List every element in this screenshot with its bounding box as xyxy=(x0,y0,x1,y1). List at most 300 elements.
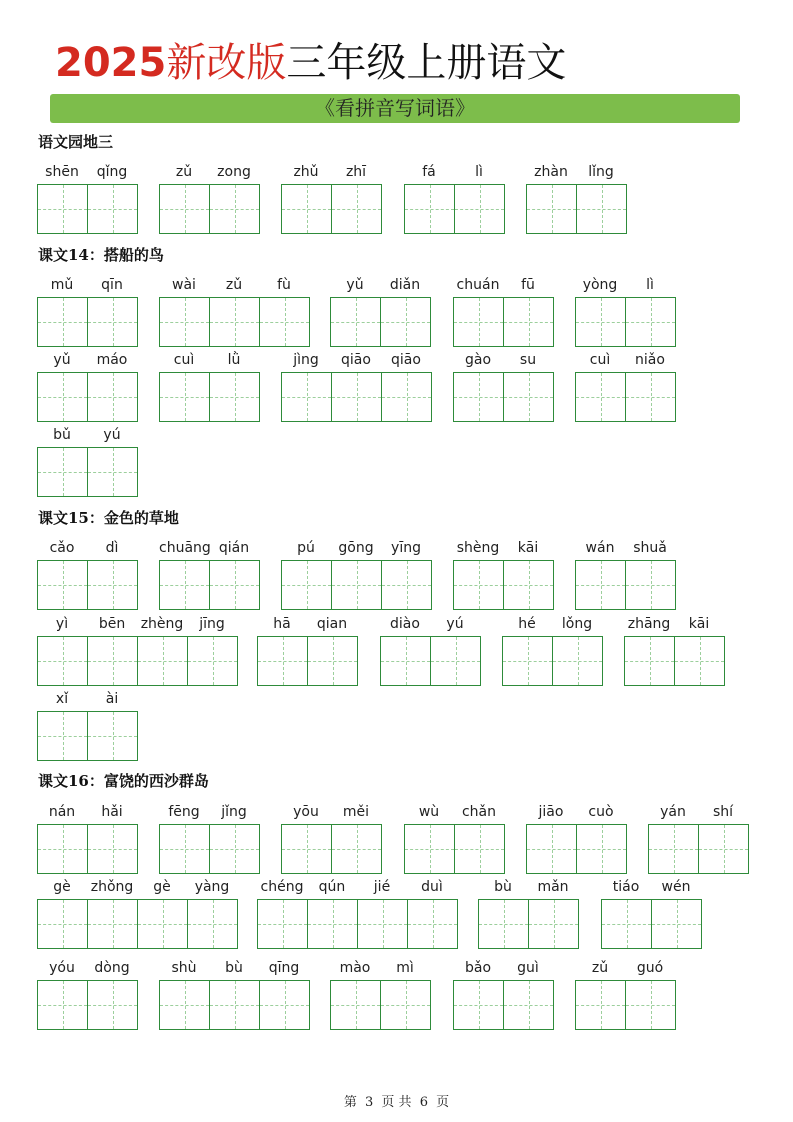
pinyin-row xyxy=(37,956,137,980)
pinyin-row xyxy=(624,612,724,636)
tianzige-writing-box[interactable] xyxy=(308,899,358,949)
tianzige-writing-box[interactable] xyxy=(382,372,432,422)
pinyin-syllable: zhī xyxy=(345,164,367,180)
pinyin-row xyxy=(159,536,259,560)
tianzige-writing-box[interactable] xyxy=(210,372,260,422)
word-group xyxy=(453,273,554,347)
word-group xyxy=(281,800,382,874)
section-title: 课文16：富饶的西沙群岛 xyxy=(38,772,209,790)
pinyin-syllable: cuì xyxy=(589,352,611,368)
tianzige-writing-box[interactable] xyxy=(381,297,431,347)
word-group xyxy=(453,956,554,1030)
writing-grid xyxy=(159,372,260,422)
pinyin-row xyxy=(648,800,748,824)
writing-grid xyxy=(159,824,260,874)
tianzige-writing-box[interactable] xyxy=(504,297,554,347)
tianzige-writing-box[interactable] xyxy=(454,980,504,1030)
tianzige-writing-box[interactable] xyxy=(576,372,626,422)
pinyin-syllable: jīng xyxy=(199,616,225,632)
tianzige-writing-box[interactable] xyxy=(454,372,504,422)
pinyin-row xyxy=(159,800,259,824)
word-group xyxy=(37,348,138,422)
pinyin-syllable: mào xyxy=(339,960,371,976)
tianzige-writing-box[interactable] xyxy=(160,980,210,1030)
tianzige-writing-box[interactable] xyxy=(88,711,138,761)
word-group xyxy=(575,956,676,1030)
tianzige-writing-box[interactable] xyxy=(282,560,332,610)
tianzige-writing-box[interactable] xyxy=(38,980,88,1030)
footer-suffix: 页 xyxy=(436,1095,450,1110)
pinyin-syllable: zǔ xyxy=(175,164,193,180)
pinyin-row xyxy=(257,612,357,636)
word-group xyxy=(37,612,238,686)
tianzige-writing-box[interactable] xyxy=(188,899,238,949)
tianzige-writing-box[interactable] xyxy=(454,560,504,610)
pinyin-syllable: zhǔ xyxy=(293,164,319,180)
tianzige-writing-box[interactable] xyxy=(382,560,432,610)
word-group xyxy=(159,273,310,347)
footer-mid: 页 共 xyxy=(381,1095,412,1110)
pinyin-row xyxy=(380,612,480,636)
pinyin-syllable: yàng xyxy=(194,879,230,895)
tianzige-writing-box[interactable] xyxy=(527,184,577,234)
writing-grid xyxy=(37,899,238,949)
tianzige-writing-box[interactable] xyxy=(260,297,310,347)
word-group xyxy=(281,348,432,422)
tianzige-writing-box[interactable] xyxy=(138,899,188,949)
pinyin-syllable: shèng xyxy=(456,540,500,556)
writing-grid xyxy=(281,824,382,874)
pinyin-row xyxy=(37,687,137,711)
pinyin-syllable: fēng xyxy=(168,804,200,820)
pinyin-syllable: fū xyxy=(521,277,535,293)
pinyin-syllable: mì xyxy=(396,960,414,976)
pinyin-syllable: bù xyxy=(225,960,243,976)
pinyin-syllable: yǔ xyxy=(346,277,364,293)
word-group xyxy=(159,348,260,422)
pinyin-syllable: kāi xyxy=(517,540,539,556)
word-group xyxy=(37,160,138,234)
footer-page-number: 3 xyxy=(365,1095,374,1110)
section-title: 语文园地三 xyxy=(38,133,114,151)
writing-grid xyxy=(159,560,260,610)
pinyin-row xyxy=(453,956,553,980)
pinyin-syllable: yòng xyxy=(582,277,618,293)
pinyin-syllable: qǐng xyxy=(96,164,128,180)
tianzige-writing-box[interactable] xyxy=(577,184,627,234)
pinyin-syllable: lǒng xyxy=(561,616,593,632)
writing-grid xyxy=(601,899,702,949)
tianzige-writing-box[interactable] xyxy=(38,899,88,949)
pinyin-syllable: yōu xyxy=(293,804,319,820)
tianzige-writing-box[interactable] xyxy=(88,899,138,949)
tianzige-writing-box[interactable] xyxy=(160,184,210,234)
word-group xyxy=(330,956,431,1030)
word-group xyxy=(330,273,431,347)
pinyin-syllable: guì xyxy=(517,960,539,976)
writing-grid xyxy=(453,372,554,422)
pinyin-row xyxy=(37,536,137,560)
pinyin-row xyxy=(404,160,504,184)
pinyin-row xyxy=(37,348,137,372)
pinyin-syllable: kāi xyxy=(688,616,710,632)
writing-grid xyxy=(624,636,725,686)
tianzige-writing-box[interactable] xyxy=(381,980,431,1030)
pinyin-syllable: gè xyxy=(53,879,71,895)
pinyin-row xyxy=(37,875,237,899)
writing-grid xyxy=(281,372,432,422)
pinyin-row xyxy=(159,348,259,372)
tianzige-writing-box[interactable] xyxy=(160,297,210,347)
word-group xyxy=(648,800,749,874)
pinyin-syllable: bēn xyxy=(98,616,126,632)
tianzige-writing-box[interactable] xyxy=(160,824,210,874)
tianzige-writing-box[interactable] xyxy=(503,636,553,686)
tianzige-writing-box[interactable] xyxy=(405,824,455,874)
writing-grid xyxy=(380,636,481,686)
word-group xyxy=(37,536,138,610)
tianzige-writing-box[interactable] xyxy=(210,297,260,347)
pinyin-syllable: jǐng xyxy=(221,804,247,820)
footer-prefix: 第 xyxy=(343,1095,357,1110)
pinyin-syllable: chǎn xyxy=(461,804,497,820)
pinyin-row xyxy=(575,273,675,297)
tianzige-writing-box[interactable] xyxy=(454,297,504,347)
pinyin-syllable: qian xyxy=(316,616,348,632)
tianzige-writing-box[interactable] xyxy=(504,560,554,610)
pinyin-syllable: yóu xyxy=(49,960,75,976)
tianzige-writing-box[interactable] xyxy=(88,447,138,497)
pinyin-row xyxy=(575,348,675,372)
footer-total-pages: 6 xyxy=(419,1095,428,1110)
pinyin-syllable: lǜ xyxy=(227,352,241,368)
writing-grid xyxy=(330,297,431,347)
tianzige-writing-box[interactable] xyxy=(38,711,88,761)
pinyin-syllable: gào xyxy=(464,352,492,368)
word-group xyxy=(257,875,458,949)
tianzige-writing-box[interactable] xyxy=(210,184,260,234)
tianzige-writing-box[interactable] xyxy=(529,899,579,949)
writing-grid xyxy=(575,297,676,347)
pinyin-syllable: hé xyxy=(518,616,536,632)
tianzige-writing-box[interactable] xyxy=(576,297,626,347)
tianzige-writing-box[interactable] xyxy=(455,824,505,874)
tianzige-writing-box[interactable] xyxy=(260,980,310,1030)
word-group xyxy=(37,423,138,497)
tianzige-writing-box[interactable] xyxy=(576,560,626,610)
section-title: 课文14：搭船的鸟 xyxy=(38,246,164,264)
pinyin-row xyxy=(502,612,602,636)
pinyin-row xyxy=(281,536,431,560)
pinyin-syllable: tiáo xyxy=(612,879,640,895)
tianzige-writing-box[interactable] xyxy=(88,636,138,686)
tianzige-writing-box[interactable] xyxy=(626,297,676,347)
pinyin-syllable: zong xyxy=(217,164,251,180)
pinyin-syllable: zhàn xyxy=(534,164,568,180)
tianzige-writing-box[interactable] xyxy=(652,899,702,949)
writing-grid xyxy=(404,824,505,874)
pinyin-syllable: qián xyxy=(218,540,250,556)
word-group xyxy=(453,348,554,422)
tianzige-writing-box[interactable] xyxy=(258,899,308,949)
pinyin-row xyxy=(526,160,626,184)
pinyin-syllable: xǐ xyxy=(55,691,69,707)
pinyin-row xyxy=(526,800,626,824)
writing-grid xyxy=(648,824,749,874)
pinyin-syllable: yǔ xyxy=(53,352,71,368)
pinyin-row xyxy=(453,273,553,297)
pinyin-syllable: duì xyxy=(421,879,443,895)
pinyin-syllable: bù xyxy=(494,879,512,895)
writing-grid xyxy=(37,184,138,234)
tianzige-writing-box[interactable] xyxy=(626,980,676,1030)
pinyin-syllable: wù xyxy=(418,804,440,820)
writing-grid xyxy=(281,560,432,610)
tianzige-writing-box[interactable] xyxy=(138,636,188,686)
tianzige-writing-box[interactable] xyxy=(38,560,88,610)
tianzige-writing-box[interactable] xyxy=(699,824,749,874)
tianzige-writing-box[interactable] xyxy=(282,824,332,874)
pinyin-row xyxy=(37,423,137,447)
pinyin-row xyxy=(257,875,457,899)
pinyin-syllable: cuì xyxy=(173,352,195,368)
pinyin-syllable: qīn xyxy=(101,277,123,293)
tianzige-writing-box[interactable] xyxy=(626,372,676,422)
tianzige-writing-box[interactable] xyxy=(332,372,382,422)
writing-grid xyxy=(37,824,138,874)
tianzige-writing-box[interactable] xyxy=(160,560,210,610)
pinyin-syllable: qún xyxy=(318,879,346,895)
word-group xyxy=(404,160,505,234)
pinyin-row xyxy=(159,160,259,184)
word-group xyxy=(575,536,676,610)
page-title xyxy=(55,38,566,88)
pinyin-row xyxy=(159,956,309,980)
tianzige-writing-box[interactable] xyxy=(405,184,455,234)
pinyin-syllable: guó xyxy=(636,960,664,976)
word-group xyxy=(159,956,310,1030)
tianzige-writing-box[interactable] xyxy=(626,560,676,610)
pinyin-syllable: wén xyxy=(661,879,691,895)
tianzige-writing-box[interactable] xyxy=(308,636,358,686)
pinyin-row xyxy=(281,800,381,824)
pinyin-syllable: chuāng xyxy=(159,540,211,556)
pinyin-syllable: pú xyxy=(297,540,315,556)
pinyin-syllable: dì xyxy=(105,540,119,556)
writing-grid xyxy=(257,899,458,949)
word-group xyxy=(380,612,481,686)
pinyin-syllable: jìng xyxy=(293,352,319,368)
word-group xyxy=(37,800,138,874)
tianzige-writing-box[interactable] xyxy=(577,824,627,874)
tianzige-writing-box[interactable] xyxy=(576,980,626,1030)
tianzige-writing-box[interactable] xyxy=(332,824,382,874)
tianzige-writing-box[interactable] xyxy=(602,899,652,949)
section-title: 课文15：金色的草地 xyxy=(38,509,179,527)
writing-grid xyxy=(502,636,603,686)
tianzige-writing-box[interactable] xyxy=(188,636,238,686)
pinyin-syllable: yán xyxy=(660,804,686,820)
word-group xyxy=(281,536,432,610)
tianzige-writing-box[interactable] xyxy=(649,824,699,874)
pinyin-row xyxy=(37,800,137,824)
writing-grid xyxy=(526,824,627,874)
tianzige-writing-box[interactable] xyxy=(160,372,210,422)
writing-grid xyxy=(330,980,431,1030)
tianzige-writing-box[interactable] xyxy=(331,297,381,347)
pinyin-row xyxy=(159,273,309,297)
pinyin-syllable: zǔ xyxy=(225,277,243,293)
pinyin-row xyxy=(601,875,701,899)
pinyin-syllable: wán xyxy=(585,540,615,556)
tianzige-writing-box[interactable] xyxy=(88,297,138,347)
writing-grid xyxy=(37,711,138,761)
writing-grid xyxy=(37,636,238,686)
pinyin-row xyxy=(404,800,504,824)
tianzige-writing-box[interactable] xyxy=(331,980,381,1030)
pinyin-syllable: nán xyxy=(48,804,76,820)
tianzige-writing-box[interactable] xyxy=(88,372,138,422)
pinyin-row xyxy=(37,160,137,184)
tianzige-writing-box[interactable] xyxy=(675,636,725,686)
pinyin-syllable: wài xyxy=(172,277,196,293)
pinyin-syllable: ài xyxy=(105,691,119,707)
tianzige-writing-box[interactable] xyxy=(282,184,332,234)
tianzige-writing-box[interactable] xyxy=(38,297,88,347)
tianzige-writing-box[interactable] xyxy=(553,636,603,686)
pinyin-syllable: jiāo xyxy=(538,804,564,820)
pinyin-syllable: mǎn xyxy=(537,879,569,895)
pinyin-syllable: qīng xyxy=(268,960,300,976)
pinyin-syllable: měi xyxy=(342,804,370,820)
tianzige-writing-box[interactable] xyxy=(88,560,138,610)
tianzige-writing-box[interactable] xyxy=(210,824,260,874)
writing-grid xyxy=(37,447,138,497)
tianzige-writing-box[interactable] xyxy=(282,372,332,422)
pinyin-row xyxy=(478,875,578,899)
pinyin-syllable: cuò xyxy=(588,804,614,820)
writing-grid xyxy=(281,184,382,234)
tianzige-writing-box[interactable] xyxy=(332,184,382,234)
writing-grid xyxy=(453,980,554,1030)
pinyin-syllable: zhǒng xyxy=(90,879,134,895)
pinyin-syllable: lì xyxy=(475,164,483,180)
pinyin-syllable: yú xyxy=(103,427,121,443)
subtitle-banner: 《看拼音写词语》 xyxy=(50,94,740,123)
word-group xyxy=(257,612,358,686)
writing-grid xyxy=(37,980,138,1030)
pinyin-syllable: cǎo xyxy=(49,540,75,556)
writing-grid xyxy=(159,297,310,347)
page-footer xyxy=(0,1091,793,1110)
tianzige-writing-box[interactable] xyxy=(88,980,138,1030)
tianzige-writing-box[interactable] xyxy=(38,372,88,422)
pinyin-syllable: shēn xyxy=(45,164,79,180)
tianzige-writing-box[interactable] xyxy=(408,899,458,949)
tianzige-writing-box[interactable] xyxy=(38,447,88,497)
writing-grid xyxy=(37,297,138,347)
tianzige-writing-box[interactable] xyxy=(455,184,505,234)
tianzige-writing-box[interactable] xyxy=(479,899,529,949)
word-group xyxy=(37,875,238,949)
pinyin-syllable: su xyxy=(519,352,537,368)
pinyin-syllable: lì xyxy=(646,277,654,293)
tianzige-writing-box[interactable] xyxy=(332,560,382,610)
pinyin-syllable: yīng xyxy=(391,540,421,556)
pinyin-syllable: qiāo xyxy=(341,352,371,368)
pinyin-syllable: hā xyxy=(273,616,291,632)
word-group xyxy=(526,800,627,874)
word-group xyxy=(404,800,505,874)
pinyin-syllable: bǎo xyxy=(464,960,492,976)
tianzige-writing-box[interactable] xyxy=(38,636,88,686)
tianzige-writing-box[interactable] xyxy=(88,824,138,874)
pinyin-syllable: fù xyxy=(277,277,291,293)
word-group xyxy=(37,273,138,347)
tianzige-writing-box[interactable] xyxy=(504,372,554,422)
tianzige-writing-box[interactable] xyxy=(527,824,577,874)
tianzige-writing-box[interactable] xyxy=(381,636,431,686)
tianzige-writing-box[interactable] xyxy=(210,980,260,1030)
pinyin-row xyxy=(37,273,137,297)
tianzige-writing-box[interactable] xyxy=(258,636,308,686)
tianzige-writing-box[interactable] xyxy=(358,899,408,949)
pinyin-row xyxy=(453,536,553,560)
tianzige-writing-box[interactable] xyxy=(210,560,260,610)
pinyin-syllable: zǔ xyxy=(591,960,609,976)
writing-grid xyxy=(575,372,676,422)
word-group xyxy=(37,687,138,761)
tianzige-writing-box[interactable] xyxy=(431,636,481,686)
tianzige-writing-box[interactable] xyxy=(88,184,138,234)
tianzige-writing-box[interactable] xyxy=(38,184,88,234)
pinyin-row xyxy=(37,612,237,636)
writing-grid xyxy=(478,899,579,949)
word-group xyxy=(502,612,603,686)
pinyin-syllable: shuǎ xyxy=(633,540,667,556)
writing-grid xyxy=(37,372,138,422)
tianzige-writing-box[interactable] xyxy=(625,636,675,686)
word-group xyxy=(575,348,676,422)
pinyin-row xyxy=(281,348,431,372)
word-group xyxy=(526,160,627,234)
tianzige-writing-box[interactable] xyxy=(504,980,554,1030)
word-group xyxy=(453,536,554,610)
pinyin-syllable: shí xyxy=(712,804,734,820)
pinyin-syllable: máo xyxy=(96,352,128,368)
pinyin-row xyxy=(330,273,430,297)
writing-grid xyxy=(257,636,358,686)
pinyin-syllable: gè xyxy=(153,879,171,895)
pinyin-syllable: diǎn xyxy=(389,277,421,293)
pinyin-row xyxy=(330,956,430,980)
tianzige-writing-box[interactable] xyxy=(38,824,88,874)
pinyin-syllable: gōng xyxy=(338,540,374,556)
pinyin-syllable: chuán xyxy=(456,277,500,293)
pinyin-syllable: qiāo xyxy=(391,352,421,368)
pinyin-syllable: chéng xyxy=(260,879,304,895)
writing-grid xyxy=(453,297,554,347)
writing-grid xyxy=(575,560,676,610)
word-group xyxy=(159,536,260,610)
pinyin-row xyxy=(453,348,553,372)
writing-grid xyxy=(159,980,310,1030)
pinyin-syllable: shù xyxy=(171,960,197,976)
pinyin-syllable: hǎi xyxy=(101,804,123,820)
pinyin-syllable: zhāng xyxy=(627,616,671,632)
word-group xyxy=(624,612,725,686)
pinyin-row xyxy=(575,536,675,560)
